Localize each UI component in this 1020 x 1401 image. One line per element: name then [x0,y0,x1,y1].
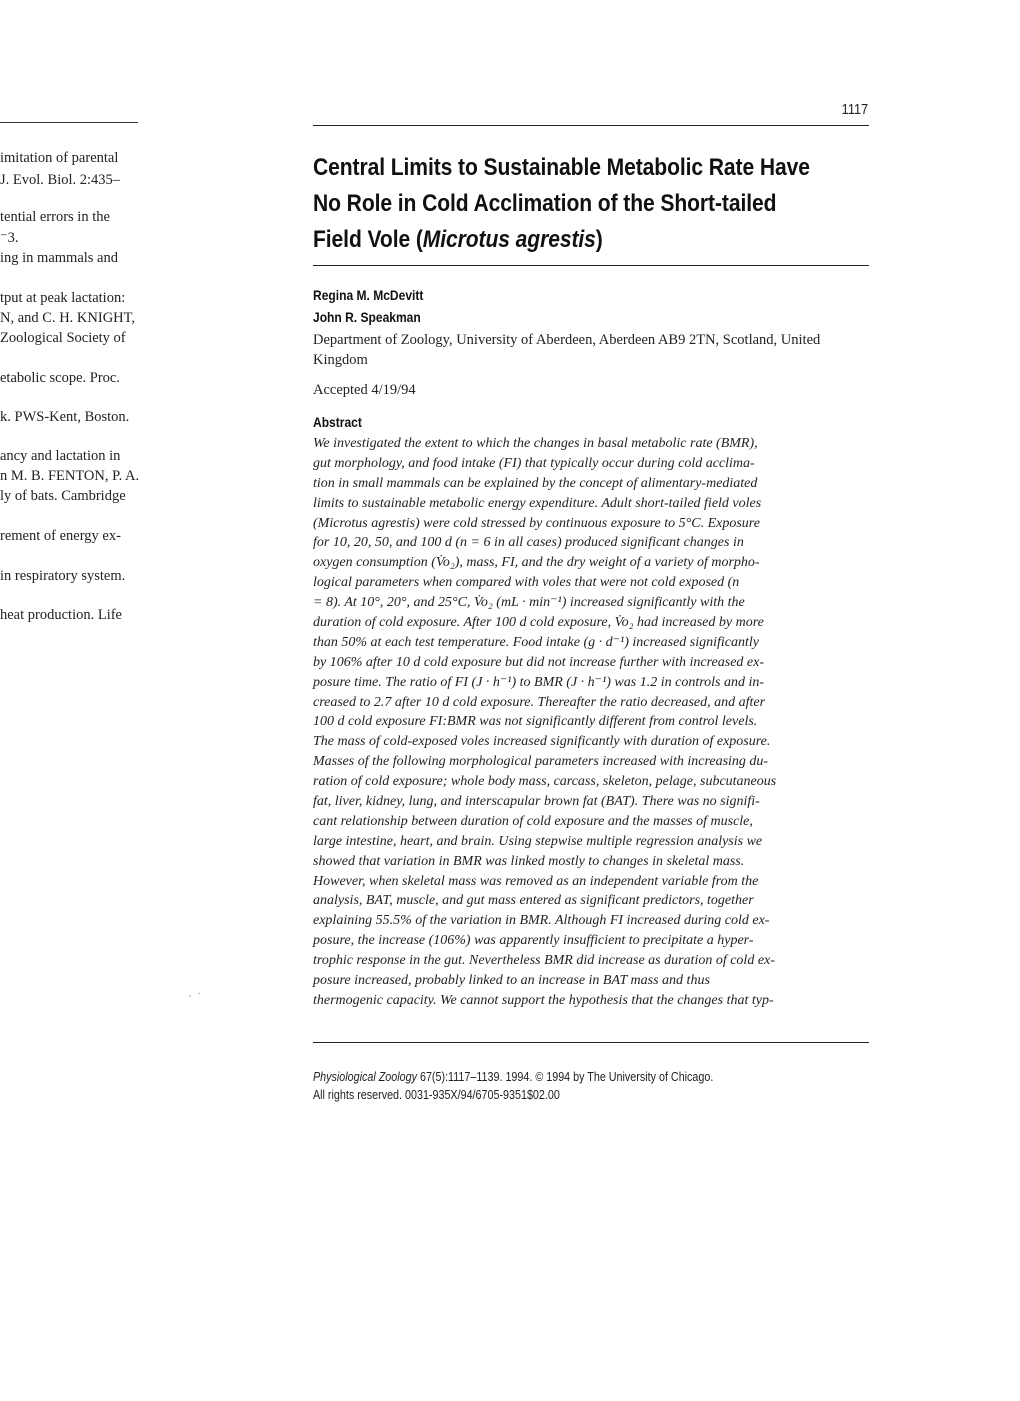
abstract-line: analysis, BAT, muscle, and gut mass entered as significant predictors, together [313,893,754,909]
footer-rule [313,1042,869,1043]
abstract-line: However, when skeletal mass was removed as an independent variable from the [313,873,759,889]
left-text-line: ancy and lactation in [0,448,121,464]
left-column-fragment [0,0,150,700]
citation-details: 67(5):1117–1139. 1994. © 1994 by The University of Chicago. [419,1070,714,1084]
scan-speck [188,992,202,998]
left-text-line: J. Evol. Biol. 2:435– [0,172,121,188]
abstract-line: posure increased, probably linked to an increase in BAT mass and thus [313,973,710,989]
left-text-line: N, and C. H. KNIGHT, [0,310,136,326]
left-text-line: in respiratory system. [0,568,126,584]
abstract-line: trophic response in the gut. Nevertheless BMR did increase as duration of cold ex- [313,953,775,969]
title-line-3 [313,222,603,258]
abstract-line: cant relationship between duration of cold exposure and the masses of muscle, [313,813,753,829]
accepted-date: Accepted 4/19/94 [313,382,416,398]
abstract-line: fat, liver, kidney, lung, and interscapular brown fat (BAT). There was no signifi- [313,794,760,810]
title-line-3-prefix: Field Vole ( [313,226,423,253]
abstract-line: duration of cold exposure. After 100 d cold exposure, V̇o₂ had increased by more [313,615,764,631]
abstract-line: creased to 2.7 after 10 d cold exposure. Thereafter the ratio decreased, and after [313,694,766,710]
abstract-line: We investigated the extent to which the changes in basal metabolic rate (BMR), [313,436,758,451]
abstract-line: posure, the increase (106%) was apparently insufficient to precipitate a hyper- [313,933,754,949]
abstract-heading: Abstract [313,414,362,430]
abstract-line: logical parameters when compared with voles that were not cold exposed (n [313,575,740,591]
abstract-line: for 10, 20, 50, and 100 d (n = 6 in all cases) produced significant changes in [313,535,744,551]
author-name: John R. Speakman [313,309,421,325]
abstract-line: oxygen consumption (V̇o₂), mass, FI, and the dry weight of a variety of morpho- [313,555,760,571]
rights-statement: All rights reserved. 0031-935X/94/6705-9351$02.00 [313,1088,560,1102]
abstract-line: gut morphology, and food intake (FI) that typically occur during cold acclima- [313,455,755,471]
left-text-line: imitation of parental [0,150,119,166]
species-name: Microtus agrestis [422,226,596,253]
left-column-rule [0,122,138,123]
abstract-line: limits to sustainable metabolic energy expenditure. Adult short-tailed field voles [313,495,762,511]
left-text-line: tput at peak lactation: [0,290,126,306]
article-title [313,150,913,258]
left-text-line: ly of bats. Cambridge [0,488,126,504]
abstract-line: The mass of cold-exposed voles increased significantly with duration of exposure. [313,734,771,750]
header-rule [313,125,869,126]
abstract-line: tion in small mammals can be explained by the concept of alimentary-mediated [313,475,758,491]
page-number: 1117 [841,101,868,118]
abstract-line: = 8). At 10°, 20°, and 25°C, V̇o₂ (mL · min⁻¹) increased significantly with the [313,595,745,611]
left-text-line: Zoological Society of [0,330,126,346]
abstract-line: thermogenic capacity. We cannot support the hypothesis that the changes that typ- [313,992,774,1008]
footer-citation [313,1068,795,1104]
author-name: Regina M. McDevitt [313,287,424,303]
abstract-line: large intestine, heart, and brain. Using stepwise multiple regression analysis we [313,833,763,849]
abstract-line: Masses of the following morphological parameters increased with increasing du- [313,754,769,770]
left-text-line: tential errors in the [0,209,110,225]
abstract-line: explaining 55.5% of the variation in BMR. Although FI increased during cold ex- [313,913,770,929]
abstract-line: by 106% after 10 d cold exposure but did not increase further with increased ex- [313,654,765,670]
left-text-line: n M. B. FENTON, P. A. [0,468,140,484]
abstract-line: showed that variation in BMR was linked mostly to changes in skeletal mass. [313,853,745,869]
title-line-2: No Role in Cold Acclimation of the Short-tailed [313,190,777,217]
left-text-line: rement of energy ex- [0,528,121,544]
title-rule [313,265,869,266]
title-line-3-suffix: ) [595,226,603,253]
abstract-line: ration of cold exposure; whole body mass, carcass, skeleton, pelage, subcutaneous [313,774,777,790]
left-text-line: etabolic scope. Proc. [0,370,120,386]
title-line-1: Central Limits to Sustainable Metabolic Rate Have [313,154,810,181]
affiliation: Department of Zoology, University of Aberdeen, Aberdeen AB9 2TN, Scotland, United Kingdom [313,332,821,368]
left-text-line: ⁻3. [0,230,19,246]
abstract-line: 100 d cold exposure FI:BMR was not significantly different from control levels. [313,714,758,730]
left-text-line: ing in mammals and [0,250,118,266]
left-text-line: heat production. Life [0,607,122,623]
abstract-line: (Microtus agrestis) were cold stressed by continuous exposure to 5°C. Exposure [313,515,760,531]
abstract-body [313,434,873,1011]
left-text-line: k. PWS-Kent, Boston. [0,409,130,425]
abstract-line: posure time. The ratio of FI (J · h⁻¹) to BMR (J · h⁻¹) was 1.2 in controls and in- [313,674,765,690]
journal-name: Physiological Zoology [313,1070,417,1084]
abstract-line: than 50% at each test temperature. Food intake (g · d⁻¹) increased significantly [313,634,760,650]
